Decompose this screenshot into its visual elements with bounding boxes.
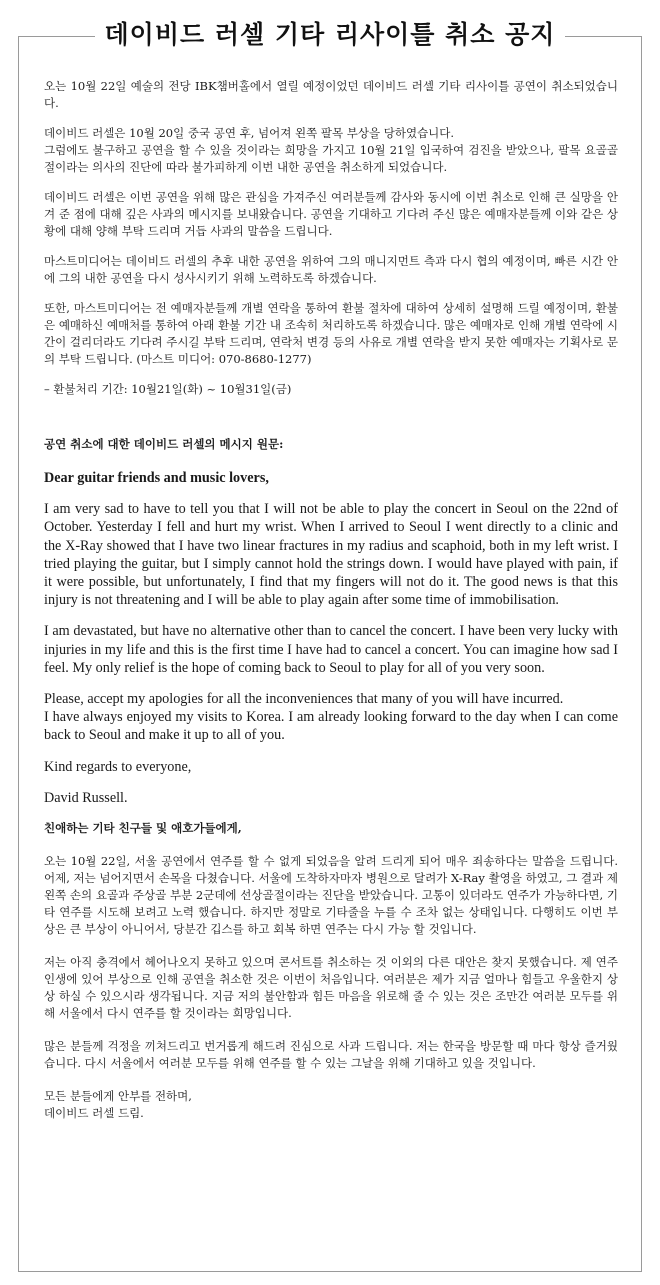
english-apology-line: Please, accept my apologies for all the inconveniences that many of you will have incurred. <box>44 691 564 708</box>
english-korea-line: I have always enjoyed my visits to Korea. I am already looking forward to the day when I can come back to Seoul and make it up to all of you. <box>44 709 618 744</box>
korean-paragraph-1: 오는 10월 22일, 서울 공연에서 연주를 할 수 없게 되었음을 알려 드리게 되어 매우 죄송하다는 말씀을 드립니다. 어제, 저는 넘어지면서 손목을 다쳤습니다. 서울에 도착하자마자 병원으로 달려가 X-Ray 촬영을 하였고, 그 결과 제 왼쪽 손의 요골과 주상골 부분 2군데에 선상골절이라는 진단을 받았습니다. 고통이 있더라도 연주가 가능하다면, 기타 연주를 시도해 보려고 노력 했습니다. 하지만 정말로 기타줄을 누를 수 조차 없는 상태입니다. 다행히도 이번 부상은 큰 부상이 아니어서, 당분간 깁스를 하고 회복 하면 연주는 다시 가능 할 것입니다. <box>44 854 618 937</box>
korean-paragraph-3: 많은 분들께 걱정을 끼쳐드리고 번거롭게 해드려 진심으로 사과 드립니다. 저는 한국을 방문할 때 마다 항상 즐거웠습니다. 다시 서울에서 여러분 모두를 위해 연주를 할 수 있는 그날을 위해 기대하고 있을 것입니다. <box>44 1039 618 1071</box>
english-paragraph-3 <box>44 690 618 745</box>
notice-body <box>44 78 618 1122</box>
notice-paragraph-future-concert: 마스트미디어는 데이비드 러셀의 추후 내한 공연을 위하여 그의 매니지먼트 측과 다시 협의 예정이며, 빠른 시간 안에 그의 내한 공연을 다시 성사시키기 위해 노력하도록 하겠습니다. <box>44 254 618 285</box>
korean-closing-block <box>44 1088 618 1122</box>
injury-line: 데이비드 러셀은 10월 20일 중국 공연 후, 넘어져 왼쪽 팔목 부상을 당하였습니다. <box>44 126 455 140</box>
message-heading: 공연 취소에 대한 데이비드 러셀의 메시지 원문: <box>44 437 284 451</box>
english-signature: David Russell. <box>44 789 128 806</box>
english-salutation: Dear guitar friends and music lovers, <box>44 470 269 486</box>
refund-period: – 환불처리 기간: 10월21일(화) ~ 10월31일(금) <box>44 382 292 396</box>
diagnosis-line: 그럼에도 불구하고 공연을 할 수 있을 것이라는 희망을 가지고 10월 21일 입국하여 검진을 받았으나, 팔목 요골골절이라는 의사의 진단에 따라 불가피하게 이번 내한 공연을 취소하게 되었습니다. <box>44 143 618 174</box>
korean-signature: 데이비드 러셀 드림. <box>44 1106 144 1121</box>
notice-paragraph-refund: 또한, 마스트미디어는 전 예매자분들께 개별 연락을 통하여 환불 절차에 대하여 상세히 설명해 드릴 예정이며, 환불은 예매하신 예매처를 통하여 아래 환불 기간 내 조속히 처리하도록 하겠습니다. 많은 예매자로 인해 개별 연락에 시간이 걸리더라도 기다려 주시길 부탁 드리며, 연락처 변경 등의 사유로 개별 연락을 받지 못한 예매자는 기획사로 문의 부탁 드립니다. (마스트 미디어: 070-8680-1277) <box>44 301 618 366</box>
notice-paragraph-apology: 데이비드 러셀은 이번 공연을 위해 많은 관심을 가져주신 여러분들께 감사와 동시에 이번 취소로 인해 큰 실망을 안겨 준 점에 대해 깊은 사과의 메시지를 보내왔습니다. 공연을 기대하고 기다려 주신 많은 예매자분들께 이와 같은 상황에 대해 양해 부탁 드리며 거듭 사과의 말씀을 드립니다. <box>44 190 618 238</box>
notice-paragraph-cancellation: 오는 10월 22일 예술의 전당 IBK챔버홀에서 열릴 예정이었던 데이비드 러셀 기타 리사이틀 공연이 취소되었습니다. <box>44 79 618 110</box>
korean-salutation: 친애하는 기타 친구들 및 애호가들에게, <box>44 821 242 836</box>
english-paragraph-2: I am devastated, but have no alternative other than to cancel the concert. I have been very lucky with injuries in my life and this is the first time I have had to cancel a concert. You can imagine how sad I feel. My only relief is the hope of coming back to Seoul to play for all of you very soon. <box>44 623 618 676</box>
notice-paragraph-injury <box>44 125 618 176</box>
page-title: 데이비드 러셀 기타 리사이틀 취소 공지 <box>95 16 566 54</box>
korean-paragraph-2: 저는 아직 충격에서 헤어나오지 못하고 있으며 콘서트를 취소하는 것 이외의 다른 대안은 찾지 못했습니다. 제 연주 인생에 있어 부상으로 인해 공연을 취소한 것은 이번이 처음입니다. 여러분은 제가 지금 얼마나 힘들고 우울한지 상상 하실 수 있으시라 생각됩니다. 지금 저의 불안함과 힘든 마음을 위로해 줄 수 있는 것은 조만간 여러분 모두를 위해 서울에서 다시 연주를 할 것이라는 희망입니다. <box>44 955 618 1021</box>
english-paragraph-1: I am very sad to have to tell you that I will not be able to play the concert in Seoul on the 22nd of October. Yesterday I fell and hurt my wrist. When I arrived to Seoul I went directly to a clinic and the X-Ray showed that I have two linear fractures in my radius and scaphoid, both in my left wrist. I tried playing the guitar, but I simply cannot hold the strings down. I would have played with pain, if it were possible, but unfortunately, I find that my fingers will not do it. The good news is that this injury is not threatening and I will be able to play again after some time of immobilisation. <box>44 501 618 609</box>
title-bar <box>0 16 660 54</box>
korean-closing: 모든 분들에게 안부를 전하며, <box>44 1089 192 1104</box>
english-closing: Kind regards to everyone, <box>44 758 192 775</box>
